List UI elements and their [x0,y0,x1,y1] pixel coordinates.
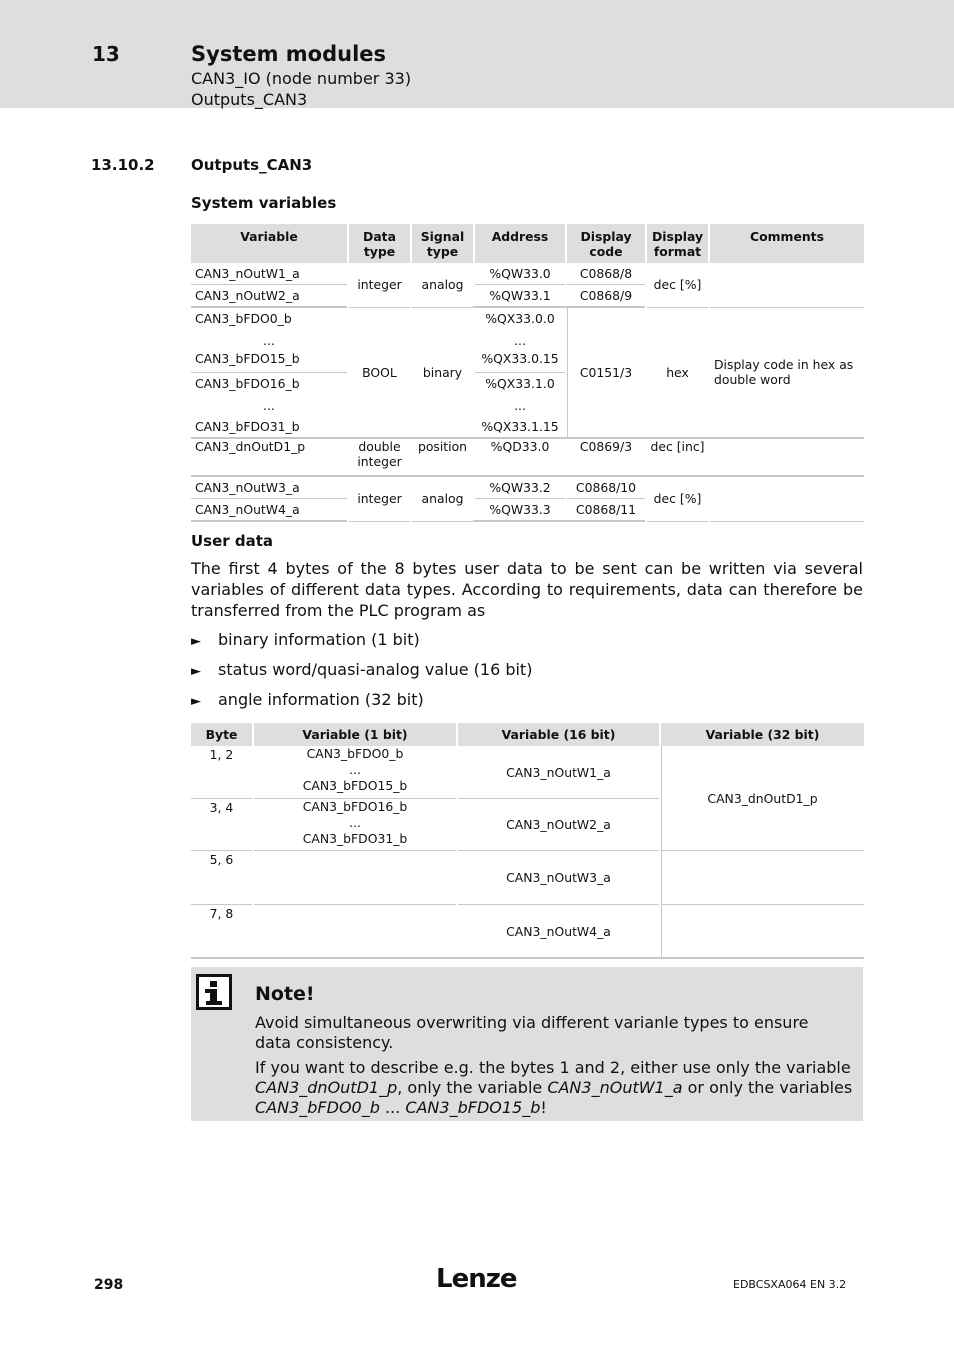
display-code-cell: C0869/3 [566,438,646,476]
display-code-cell: C0868/8 [566,263,646,285]
column-header: Display format [646,224,709,263]
var-32bit-cell [660,851,864,905]
address-cell: %QW33.0 [474,263,566,285]
address-cell: %QX33.0.0 [474,307,566,329]
chapter-number: 13 [92,42,120,66]
column-header: Variable (16 bit) [457,723,660,746]
variable-name: CAN3_bFDO15_b [405,1098,541,1117]
note-paragraph [255,1058,855,1118]
display-code-cell: C0868/9 [566,285,646,308]
column-header: Signal type [411,224,474,263]
address-cell: %QX33.1.15 [474,416,566,438]
comment-cell: Display code in hex as double word [709,307,864,438]
signal-type-cell: binary [411,307,474,438]
header-subtitle-2: Outputs_CAN3 [191,90,308,109]
comment-cell [709,476,864,521]
variable-name: CAN3_dnOutD1_p [255,1078,398,1097]
table-row [191,851,864,905]
var-1bit-line: CAN3_bFDO16_b [302,799,408,814]
bullet-arrow-icon: ► [191,694,201,709]
column-header: Variable [191,224,348,263]
list-item [191,690,424,709]
display-format-cell: hex [646,307,709,438]
table-row [191,905,864,959]
variable-cell: CAN3_dnOutD1_p [191,438,348,476]
note-text: ... [379,1098,406,1117]
variable-name: CAN3_nOutW1_a [547,1078,683,1097]
comment-cell [709,438,864,476]
variable-cell: CAN3_nOutW1_a [191,263,348,285]
lenze-logo: Lenze [436,1264,517,1294]
table-header-row [191,723,864,746]
comment-cell [709,263,864,307]
note-text: ! [540,1098,547,1117]
address-cell: %QW33.2 [474,476,566,499]
display-code-cell: C0868/11 [566,499,646,522]
data-type-cell: integer [348,476,411,521]
display-code-cell: C0151/3 [566,307,646,438]
variable-cell: CAN3_bFDO16_b [195,376,300,391]
list-item [191,660,532,679]
byte-cell: 1, 2 [191,746,253,799]
variable-cell: ... [263,397,275,413]
signal-type-cell: analog [411,263,474,307]
variable-cell: ... [263,332,275,348]
address-cell: %QW33.3 [474,499,566,522]
var-16bit-cell: CAN3_nOutW3_a [457,851,660,905]
column-header: Display code [566,224,646,263]
note-box [191,967,863,1121]
section-title: Outputs_CAN3 [191,156,313,174]
variable-cell: CAN3_nOutW4_a [191,499,348,522]
note-paragraph: Avoid simultaneous overwriting via different varianle types to ensure data consistency. [255,1013,809,1052]
info-icon [196,974,232,1010]
var-16bit-cell: CAN3_nOutW1_a [457,746,660,799]
list-item-text: status word/quasi-analog value (16 bit) [218,660,533,679]
user-data-table [191,723,864,959]
note-text: or only the variables [682,1078,853,1097]
address-cell: ... [474,329,566,351]
list-item-text: angle information (32 bit) [218,690,424,709]
var-1bit-line: ... [349,762,361,777]
address-cell: %QX33.0.15 [474,351,566,373]
table-row [191,307,864,329]
note-text: If you want to describe e.g. the bytes 1 and 2, either use only the variable [255,1058,851,1077]
column-header: Byte [191,723,253,746]
data-type-cell: double integer [348,438,411,476]
variable-cell: CAN3_nOutW3_a [191,476,348,499]
signal-type-cell: analog [411,476,474,521]
page-number: 298 [94,1277,124,1293]
var-32bit-cell [660,905,864,959]
list-item [191,630,420,649]
variable-cell: CAN3_nOutW2_a [191,285,348,308]
var-1bit-line: CAN3_bFDO31_b [302,831,408,846]
address-cell: %QD33.0 [474,438,566,476]
data-type-cell: integer [348,263,411,307]
var-1bit-cell [253,799,457,851]
table-header-row [191,224,864,263]
page-header [0,0,954,108]
chapter-title: System modules [191,42,387,66]
note-title: Note! [255,983,315,1005]
note-text: , only the variable [397,1078,548,1097]
bullet-arrow-icon: ► [191,664,201,679]
address-cell: %QX33.1.0 [474,373,566,395]
variable-cell: CAN3_bFDO31_b [191,416,348,438]
list-item-text: binary information (1 bit) [218,630,420,649]
var-1bit-cell [253,851,457,905]
var-16bit-cell: CAN3_nOutW2_a [457,799,660,851]
byte-cell: 7, 8 [191,905,253,959]
display-format-cell: dec [%] [646,263,709,307]
var-1bit-line: CAN3_bFDO15_b [302,778,408,793]
document-id: EDBCSXA064 EN 3.2 [733,1278,847,1291]
byte-cell: 5, 6 [191,851,253,905]
column-header: Data type [348,224,411,263]
user-data-paragraph: The first 4 bytes of the 8 bytes user data to be sent can be written via several variables of different data types. According to requirements, data can therefore be transferred from the PLC program as [191,559,863,620]
var-1bit-cell [253,746,457,799]
column-header: Variable (32 bit) [660,723,864,746]
variable-cell: CAN3_bFDO0_b [195,311,292,326]
signal-type-cell: position [411,438,474,476]
system-variables-heading: System variables [191,194,337,212]
var-16bit-cell: CAN3_nOutW4_a [457,905,660,959]
bullet-arrow-icon: ► [191,634,201,649]
var-1bit-cell [253,905,457,959]
var-1bit-line: ... [349,815,361,830]
var-32bit-cell: CAN3_dnOutD1_p [660,746,864,851]
var-1bit-line: CAN3_bFDO0_b [306,746,404,761]
user-data-heading: User data [191,532,274,550]
table-row [191,263,864,285]
data-type-cell: BOOL [348,307,411,438]
table-row [191,438,864,476]
variable-cell: CAN3_bFDO15_b [191,351,348,373]
table-row [191,476,864,499]
system-variables-table [191,224,864,522]
column-header: Comments [709,224,864,263]
display-code-cell: C0868/10 [566,476,646,499]
byte-cell: 3, 4 [191,799,253,851]
section-number: 13.10.2 [91,156,155,174]
display-format-cell: dec [inc] [646,438,709,476]
column-header: Variable (1 bit) [253,723,457,746]
table-row [191,746,864,799]
display-format-cell: dec [%] [646,476,709,521]
column-header: Address [474,224,566,263]
address-cell: %QW33.1 [474,285,566,308]
address-cell: ... [474,394,566,416]
header-subtitle-1: CAN3_IO (node number 33) [191,69,412,88]
variable-name: CAN3_bFDO0_b [255,1098,380,1117]
